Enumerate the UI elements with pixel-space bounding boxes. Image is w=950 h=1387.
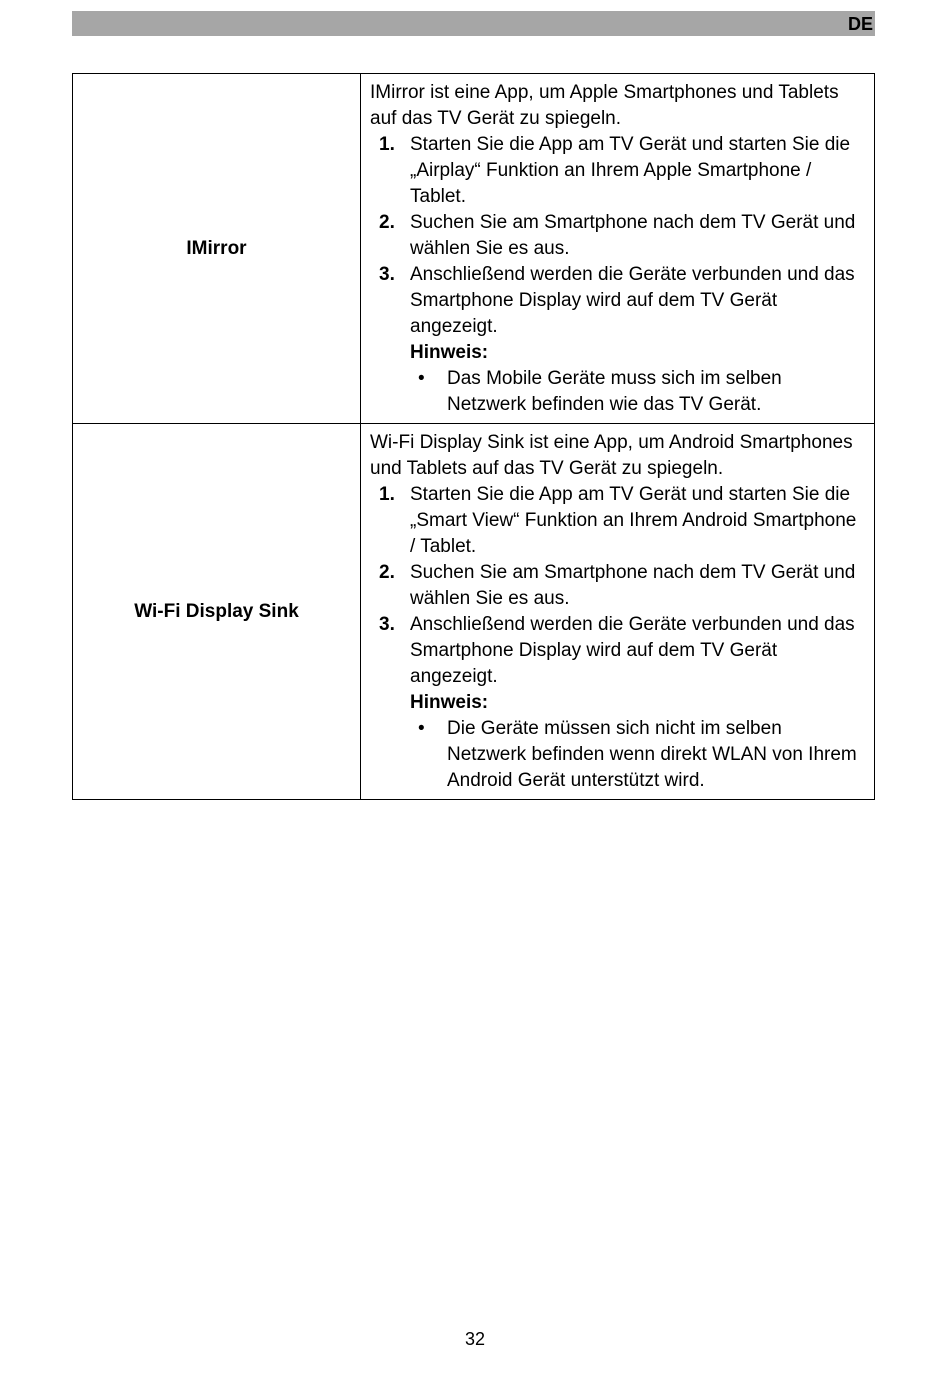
- step-text: Suchen Sie am Smartphone nach dem TV Gerät und wählen Sie es aus.: [410, 212, 856, 259]
- step-item: [370, 262, 866, 340]
- note-block: [370, 690, 866, 794]
- step-item: [370, 210, 866, 262]
- language-header-bar: [72, 11, 875, 36]
- step-number: 2.: [379, 212, 395, 233]
- bullet-icon: •: [418, 368, 425, 389]
- note-text: Die Geräte müssen sich nicht im selben Netzwerk befinden wenn direkt WLAN von Ihrem Android Gerät unterstützt wird.: [447, 718, 857, 791]
- step-text: Starten Sie die App am TV Gerät und starten Sie die „Smart View“ Funktion an Ihrem Android Smartphone / Tablet.: [410, 484, 857, 557]
- step-text: Starten Sie die App am TV Gerät und starten Sie die „Airplay“ Funktion an Ihrem Apple Smartphone / Tablet.: [410, 134, 851, 207]
- note-text: Das Mobile Geräte muss sich im selben Netzwerk befinden wie das TV Gerät.: [447, 368, 782, 415]
- feature-intro: Wi-Fi Display Sink ist eine App, um Android Smartphones und Tablets auf das TV Gerät zu spiegeln.: [370, 432, 853, 479]
- feature-intro: IMirror ist eine App, um Apple Smartphones und Tablets auf das TV Gerät zu spiegeln.: [370, 82, 839, 129]
- feature-name-cell: [73, 74, 361, 424]
- table-row: [73, 424, 875, 800]
- feature-description-cell: [361, 74, 875, 424]
- note-list: [410, 366, 866, 418]
- step-item: [370, 612, 866, 690]
- step-item: [370, 132, 866, 210]
- note-block: [370, 340, 866, 418]
- note-item: [410, 716, 866, 794]
- feature-name: Wi-Fi Display Sink: [134, 600, 299, 622]
- steps-list: [370, 132, 866, 340]
- bullet-icon: •: [418, 718, 425, 739]
- feature-table: [72, 73, 875, 800]
- note-item: [410, 366, 866, 418]
- step-number: 1.: [379, 484, 395, 505]
- step-text: Anschließend werden die Geräte verbunden und das Smartphone Display wird auf dem TV Gerät angezeigt.: [410, 614, 855, 687]
- steps-list: [370, 482, 866, 690]
- step-text: Anschließend werden die Geräte verbunden und das Smartphone Display wird auf dem TV Gerät angezeigt.: [410, 264, 855, 337]
- page-number: 32: [464, 1329, 486, 1349]
- step-number: 3.: [379, 264, 395, 285]
- step-item: [370, 560, 866, 612]
- step-text: Suchen Sie am Smartphone nach dem TV Gerät und wählen Sie es aus.: [410, 562, 856, 609]
- feature-name: IMirror: [186, 237, 247, 259]
- feature-description-cell: [361, 424, 875, 800]
- step-number: 1.: [379, 134, 395, 155]
- step-number: 2.: [379, 562, 395, 583]
- note-label: Hinweis:: [410, 342, 489, 363]
- note-list: [410, 716, 866, 794]
- language-label: DE: [847, 14, 873, 34]
- note-label: Hinweis:: [410, 692, 489, 713]
- feature-name-cell: [73, 424, 361, 800]
- step-number: 3.: [379, 614, 395, 635]
- table-row: [73, 74, 875, 424]
- step-item: [370, 482, 866, 560]
